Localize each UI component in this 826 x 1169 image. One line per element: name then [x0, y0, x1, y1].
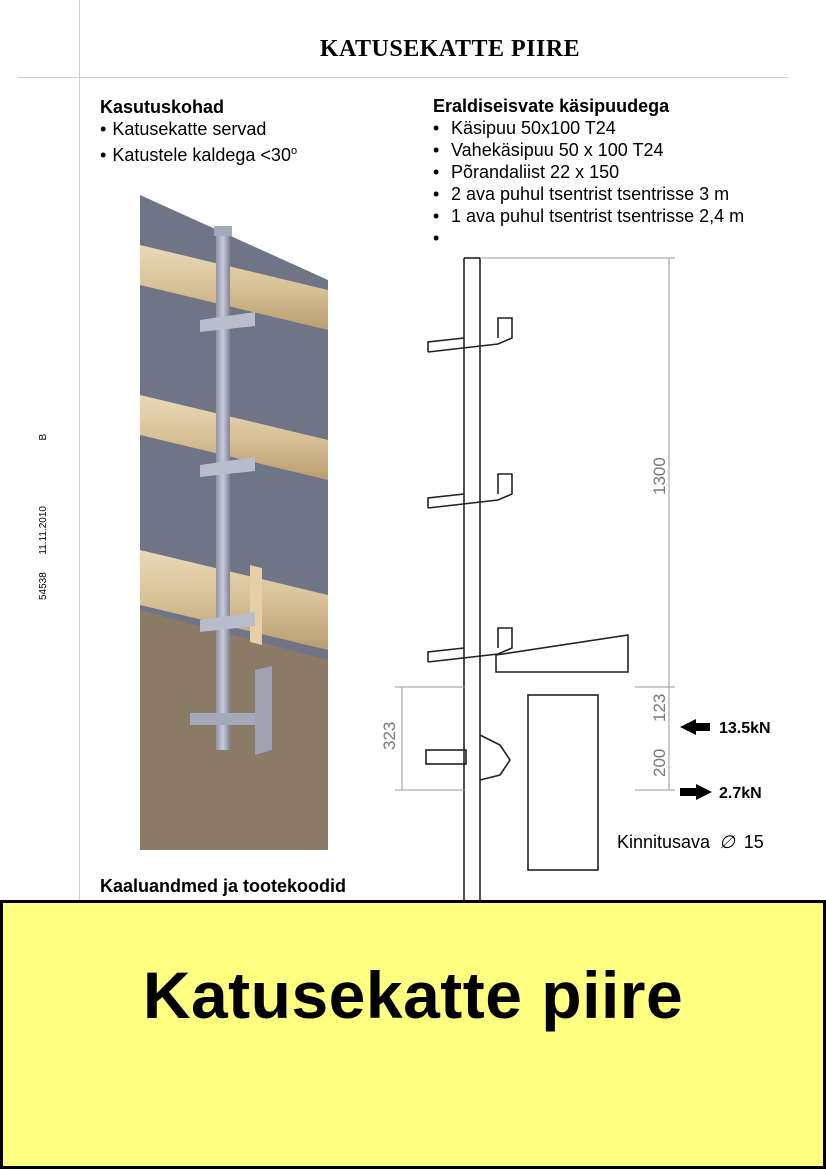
dim-left: 323 — [380, 721, 399, 750]
force-arrow-bottom-icon — [680, 784, 712, 800]
list-item: • 2 ava puhul tsentrist tsentrisse 3 m — [433, 183, 744, 205]
dim-total: 1300 — [650, 457, 669, 495]
usage-heading: Kasutuskohad — [100, 97, 225, 117]
doc-code: 54538 — [38, 572, 49, 600]
list-item: • Katustele kaldega $<30^o$ — [100, 140, 297, 166]
technical-drawing — [380, 240, 800, 900]
usage-list — [100, 118, 297, 166]
title-divider — [18, 77, 788, 78]
handrails-section — [433, 95, 744, 249]
list-item: • Vahekäsipuu 50 x 100 T24 — [433, 139, 744, 161]
list-item: • Käsipuu 50x100 T24 — [433, 117, 744, 139]
force-arrow-top-icon — [680, 719, 710, 735]
hole-value: 15 — [743, 832, 764, 852]
doc-date: 11.11.2010 — [38, 506, 49, 555]
dim-upper: 123 — [650, 693, 669, 722]
list-item: • Katusekatte servad — [100, 118, 297, 140]
usage-section — [100, 96, 297, 166]
weights-heading: Kaaluandmed ja tootekoodid — [100, 876, 347, 896]
handrails-list — [433, 117, 744, 249]
doc-revision: B — [38, 433, 49, 441]
banner-title: Katusekatte piire — [142, 958, 684, 1032]
guardrail-photo — [130, 190, 335, 850]
handrails-heading: Eraldiseisvate käsipuudega — [433, 96, 670, 116]
page-title: KATUSEKATTE PIIRE — [319, 36, 581, 62]
degree-symbol: o — [290, 145, 298, 157]
dim-lower: 200 — [650, 748, 669, 777]
list-item: • Põrandaliist 22 x 150 — [433, 161, 744, 183]
diameter-icon: ∅ — [719, 832, 735, 852]
hole-text: Kinnitusava — [617, 832, 711, 852]
force-top: 13.5kN — [719, 720, 771, 737]
left-margin-rule — [79, 0, 80, 900]
hole-label — [617, 832, 764, 853]
force-bottom: 2.7kN — [719, 785, 762, 802]
side-meta — [38, 434, 49, 600]
title-banner — [0, 900, 826, 1169]
list-item: • 1 ava puhul tsentrist tsentrisse 2,4 m — [433, 205, 744, 227]
